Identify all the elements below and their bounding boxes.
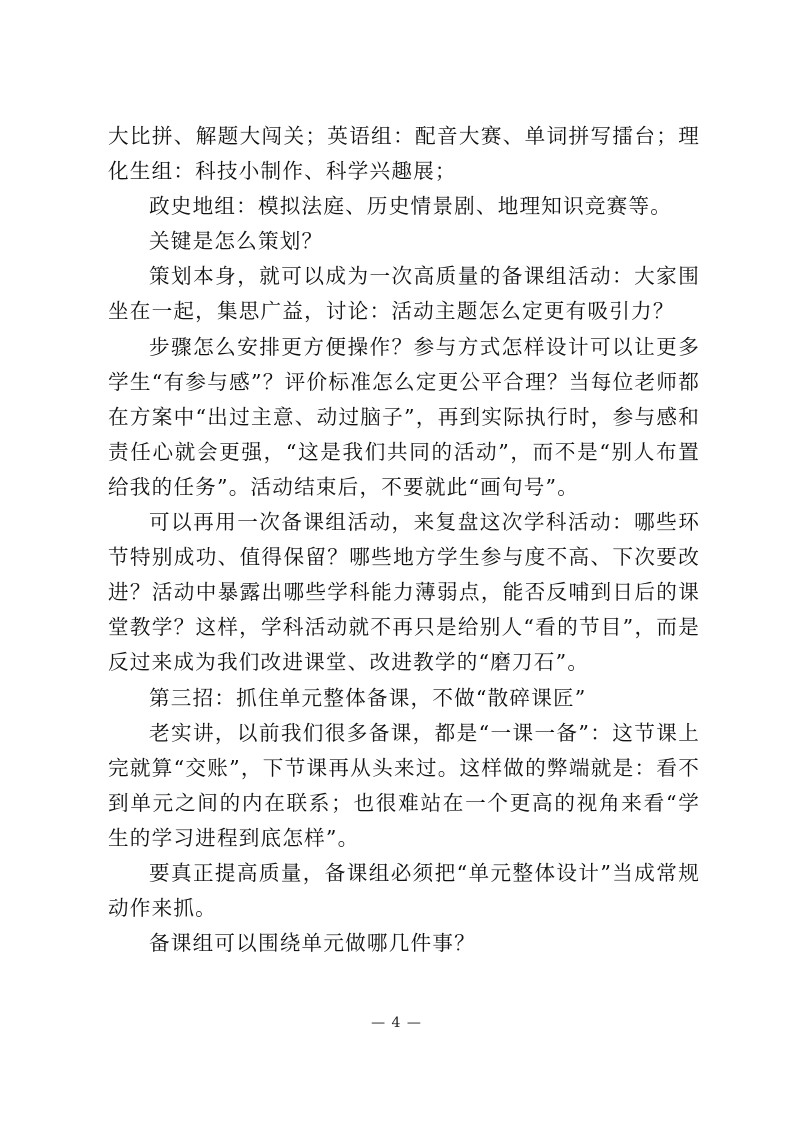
paragraph-9: 要真正提高质量，备课组必须把“单元整体设计”当成常规动作来抓。 — [108, 860, 700, 921]
paragraph-2: 政史地组：模拟法庭、历史情景剧、地理知识竞赛等。 — [149, 194, 673, 219]
paragraph-3: 关键是怎么策划？ — [149, 229, 324, 254]
section-heading: 第三招：抓住单元整体备课，不做“散碎课匠” — [149, 685, 587, 710]
paragraph-8: 老实讲，以前我们很多备课，都是“一课一备”：这节课上完就算“交账”，下节课再从头来过。这样做的弊端就是：看不到单元之间的内在联系；也很难站在一个更高的视角来看“学生的学习进程到底怎样”。 — [108, 720, 700, 850]
paragraph-1: 大比拼、解题大闯关；英语组：配音大赛、单词拼写擂台；理化生组：科技小制作、科学兴趣展； — [108, 124, 700, 184]
page-number: — 4 — — [371, 1015, 422, 1031]
paragraph-5: 步骤怎么安排更方便操作？参与方式怎样设计可以让更多学生“有参与感”？评价标准怎么定更公平合理？当每位老师都在方案中“出过主意、动过脑子”，再到实际执行时，参与感和责任心就会更强，“这是我们共同的活动”，而不是“别人布置给我的任务”。活动结束后，不要就此“画句号”。 — [108, 334, 700, 499]
paragraph-4: 策划本身，就可以成为一次高质量的备课组活动：大家围坐在一起，集思广益，讨论：活动主题怎么定更有吸引力？ — [108, 264, 700, 324]
body-text — [108, 119, 700, 961]
paragraph-6: 可以再用一次备课组活动，来复盘这次学科活动：哪些环节特别成功、值得保留？哪些地方学生参与度不高、下次要改进？活动中暴露出哪些学科能力薄弱点，能否反哺到日后的课堂教学？这样，学科活动就不再只是给别人“看的节目”，而是反过来成为我们改进课堂、改进教学的“磨刀石”。 — [108, 510, 700, 675]
paragraph-10: 备课组可以围绕单元做哪几件事？ — [149, 931, 476, 956]
